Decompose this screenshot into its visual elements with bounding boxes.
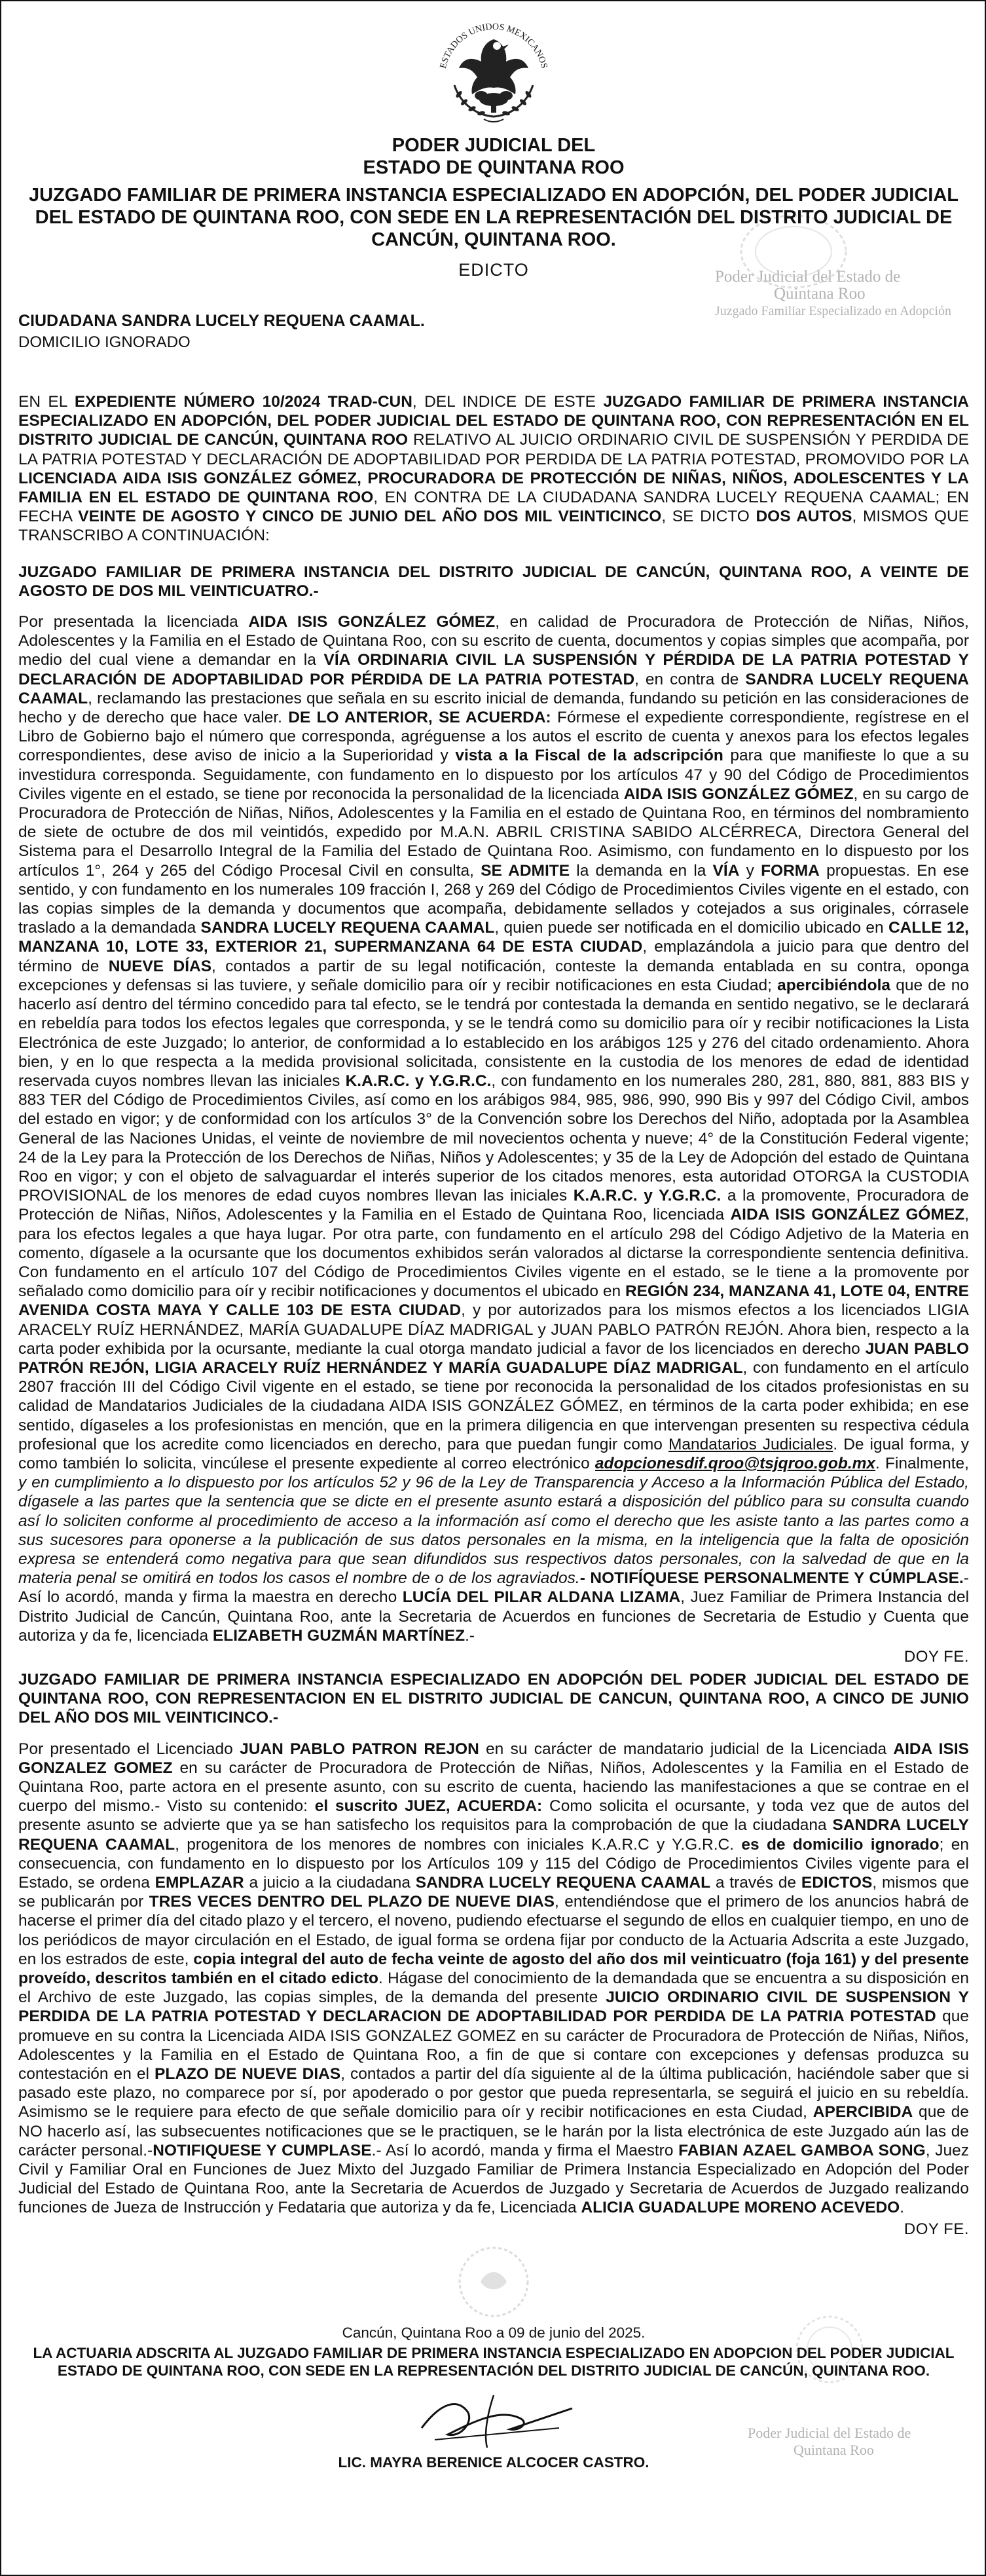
state-title: ESTADO DE QUINTANA ROO [363,157,625,178]
document-type: EDICTO [458,260,529,280]
stamp-line-3: Juzgado Familiar Especializado en Adopción [715,304,952,318]
stamp-bottom-line-1: Poder Judicial del Estado de [748,2425,911,2441]
signer-name: LIC. MAYRA BERENICE ALCOCER CASTRO. [338,2454,649,2471]
clerk-title: LA ACTUARIA ADSCRITA AL JUZGADO FAMILIAR DE PRIMERA INSTANCIA ESPECIALIZADO EN ADOPCION DEL PODER JUDICIAL ESTADO DE QUINTANA ROO, CON SEDE EN LA REPRESENTACIÓN DEL DISTRITO JUDICIAL DE CANCÚN, QUINTANA ROO. [33,2344,955,2379]
recipient-name: CIUDADANA SANDRA LUCELY REQUENA CAAMAL. [18,312,425,330]
stamp-line-1: Poder Judicial del Estado de [715,268,901,286]
auto-2-body: Por presentado el Licenciado JUAN PABLO PATRON REJON en su carácter de mandatario judicial de la Licenciada AIDA ISIS GONZALEZ GOMEZ en su carácter de Procuradora de Protección de Niñas, Niños, Adolescentes y la Familia en el Estado de Quintana Roo, parte actora en el presente asunto, con su escrito de cuenta, haciendo las manifestaciones a que se contrae en el cuerpo del mismo.- Visto su contenido: el suscrito JUEZ, ACUERDA: Como solicita el ocursante, y toda vez que de autos del presente asunto se advierte que ya se han satisfecho los requisitos para la comprobación de que la ciudadana SANDRA LUCELY REQUENA CAAMAL, progenitora de los menores de nombres con iniciales K.A.R.C y Y.G.R.C. es de domicilio ignorado; en consecuencia, con fundamento en lo dispuesto por los Artículos 109 y 115 del Código de Procedimientos Civiles vigente para el Estado, se ordena EMPLAZAR a juicio a la ciudadana SANDRA LUCELY REQUENA CAAMAL a través de EDICTOS, mismos que se publicarán por TRES VECES DENTRO DEL PLAZO DE NUEVE DIAS, entendiéndose que el primero de los anuncios habrá de hacerse el primer día del citado plazo y el tercero, el noveno, pudiendo efectuarse el segundo de ellos en cualquier tiempo, en uno de los periódicos de mayor circulación en el Estado, de igual forma se ordena fijar por conducto de la Actuaria Adscrita a este Juzgado, en los estrados de este, copia integral del auto de fecha veinte de agosto del año dos mil veinticuatro (foja 161) y del presente proveído, descritos también en el citado edicto. Hágase del conocimiento de la demandada que se encuentra a su disposición en el Archivo de este Juzgado, las copias simples, de la demanda del presente JUICIO ORDINARIO CIVIL DE SUSPENSION Y PERDIDA DE LA PATRIA POTESTAD Y DECLARACION DE ADOPTABILIDAD POR PERDIDA DE LA PATRIA POTESTAD que promueve en su contra la Licenciada AIDA ISIS GONZALEZ GOMEZ en su carácter de Procuradora de Protección de Niñas, Niños, Adolescentes y la Familia en el Estado de Quintana Roo, a fin de que si contare con excepciones y defensas produzca su contestación en el PLAZO DE NUEVE DIAS, contados a partir del día siguiente al de la última publicación, haciéndole saber que si pasado este plazo, no comparece por sí, por apoderado o por gestor que pueda representarla, se seguirá el juicio en su rebeldía. Asimismo se le requiere para efecto de que señale domicilio para oír y recibir notificaciones en esta Ciudad, APERCIBIDA que de NO hacerlo así, las subsecuentes notificaciones que se le practiquen, se le harán por la lista electrónica de este Juzgado aún las de carácter personal.-NOTIFIQUESE Y CUMPLASE.- Así lo acordó, manda y firma el Maestro FABIAN AZAEL GAMBOA SONG, Juez Civil y Familiar Oral en Funciones de Juez Mixto del Juzgado Familiar de Primera Instancia Especializado en Adopción del Poder Judicial del Estado de Quintana Roo, ante la Secretaria de Acuerdos de Juzgado y Secretaria de Acuerdos de Juzgado realizando funciones de Jueza de Instrucción y Fedataria que autoriza y da fe, Licenciada ALICIA GUADALUPE MORENO ACEVEDO. [18,1740,970,2217]
place-and-date: Cancún, Quintana Roo a 09 de junio del 2025. [342,2324,646,2341]
faded-seal-icon [435,2243,553,2321]
court-name: JUZGADO FAMILIAR DE PRIMERA INSTANCIA ESPECIALIZADO EN ADOPCIÓN, DEL PODER JUDICIAL DEL ESTADO DE QUINTANA ROO, CON SEDE EN LA REPRESENTACIÓN DEL DISTRITO JUDICIAL DE CANCÚN, QUINTANA ROO. [28,185,959,250]
stamp-bottom-line-2: Quintana Roo [794,2442,874,2458]
handwritten-signature-icon [395,2382,592,2454]
auto-2-doy-fe: DOY FE. [904,2220,969,2238]
auto-1-heading: JUZGADO FAMILIAR DE PRIMERA INSTANCIA DEL DISTRITO JUDICIAL DE CANCÚN, QUINTANA ROO, A VEINTE DE AGOSTO DE DOS MIL VEINTICUATRO.- [18,563,969,600]
stamp-line-2: Quintana Roo [774,285,866,303]
national-seal-icon [425,13,562,128]
judiciary-title: PODER JUDICIAL DEL [392,135,596,156]
seal-caption: ESTADOS UNIDOS MEXICANOS [438,22,549,70]
auto-1-doy-fe: DOY FE. [904,1648,969,1666]
document-body [18,13,969,2471]
auto-1-body: Por presentada la licenciada AIDA ISIS GONZÁLEZ GÓMEZ, en calidad de Procuradora de Protección de Niñas, Niños, Adolescentes y la Familia en el Estado de Quintana Roo, con su escrito de cuenta, documentos y copias simples que acompaña, por medio del cual viene a demandar en la VÍA ORDINARIA CIVIL LA SUSPENSIÓN Y PÉRDIDA DE LA PATRIA POTESTAD Y DECLARACIÓN DE ADOPTABILIDAD POR PÉRDIDA DE LA PATRIA POTESTAD, en contra de SANDRA LUCELY REQUENA CAAMAL, reclamando las prestaciones que señala en su escrito inicial de demanda, fundando su petición en las consideraciones de hecho y de derecho que hace valer. DE LO ANTERIOR, SE ACUERDA: Fórmese el expediente correspondiente, regístrese en el Libro de Gobierno bajo el número que corresponda, agréguense a los autos el escrito de cuenta y anexos para los efectos legales correspondientes, dese aviso de inicio a la Superioridad y vista a la Fiscal de la adscripción para que manifieste lo que a su investidura corresponda. Seguidamente, con fundamento en lo dispuesto por los artículos 47 y 90 del Código de Procedimientos Civiles vigente en el estado, se tiene por reconocida la personalidad de la licenciada AIDA ISIS GONZÁLEZ GÓMEZ, en su cargo de Procuradora de Protección de Niñas, Niños, Adolescentes y la Familia en el estado de Quintana Roo, en términos del nombramiento de siete de octubre de dos mil veintidós, expedido por M.A.N. ABRIL CRISTINA SABIDO ALCÉRRECA, Directora General del Sistema para el Desarrollo Integral de la Familia del Estado de Quintana Roo. Asimismo, con fundamento en lo dispuesto por los artículos 1°, 264 y 265 del Código Procesal Civil en consulta, SE ADMITE la demanda en la VÍA y FORMA propuestas. En ese sentido, y con fundamento en los numerales 109 fracción I, 268 y 269 del Código de Procedimientos Civiles vigente en el estado, con las copias simples de la demanda y documentos que acompaña, debidamente sellados y cotejados a sus originales, córrasele traslado a la demandada SANDRA LUCELY REQUENA CAAMAL, quien puede ser notificada en el domicilio ubicado en CALLE 12, MANZANA 10, LOTE 33, EXTERIOR 21, SUPERMANZANA 64 DE ESTA CIUDAD, emplazándola a juicio para que dentro del término de NUEVE DÍAS, contados a partir de su legal notificación, conteste la demanda entablada en su contra, oponga excepciones y defensas si las tuviere, y señale domicilio para oír y recibir notificaciones en esta Ciudad; apercibiéndola que de no hacerlo así dentro del término concedido para tal efecto, se le tendrá por contestada la demanda en sentido negativo, se le declarará en rebeldía para todos los efectos legales que corresponda, y se le tendrá como su domicilio para oír y recibir notificaciones la Lista Electrónica de este Juzgado; lo anterior, de conformidad a lo establecido en los arábigos 125 y 276 del citado ordenamiento. Ahora bien, y en lo que respecta a la medida provisional solicitada, consistente en la custodia de los menores de edad de identidad reservada cuyos nombres llevan las iniciales K.A.R.C. y Y.G.R.C., con fundamento en los numerales 280, 281, 880, 881, 883 BIS y 883 TER del Código de Procedimientos Civiles, así como en los arábigos 984, 985, 986, 990, 990 Bis y 997 del Código Civil, ambos del estado en vigor; y de conformidad con los artículos 3° de la Convención sobre los Derechos del Niño, adoptada por la Asamblea General de las Naciones Unidas, el veinte de noviembre de mil novecientos ochenta y nueve; 4° de la Constitución Federal vigente; 24 de la Ley para la Protección de los Derechos de Niñas, Niños y Adolescentes; y 35 de la Ley de Adopción del estado de Quintana Roo en vigor; y con el objeto de salvaguardar el interés superior de los citados menores, esta autoridad OTORGA la CUSTODIA PROVISIONAL de los menores de edad cuyos nombres llevan las iniciales K.A.R.C. y Y.G.R.C. a la promovente, Procuradora de Protección de Niñas, Niños, Adolescentes y la Familia en el Estado de Quintana Roo, licenciada AIDA ISIS GONZÁLEZ GÓMEZ, para los efectos legales a que haya lugar. Por otra parte, con fundamento en el artículo 298 del Código Adjetivo de la Materia en comento, dígasele a la ocursante que los documentos exhibidos serán valorados al dictarse la correspondiente sentencia definitiva. Con fundamento en el artículo 107 del Código de Procedimientos Civiles vigente en el estado, se le tiene a la promovente por señalado como domicilio para oír y recibir notificaciones y documentos el ubicado en REGIÓN 234, MANZANA 41, LOTE 04, ENTRE AVENIDA COSTA MAYA Y CALLE 103 DE ESTA CIUDAD, y por autorizados para los mismos efectos a los licenciados LIGIA ARACELY RUÍZ HERNÁNDEZ, MARÍA GUADALUPE DÍAZ MADRIGAL y JUAN PABLO PATRÓN REJÓN. Ahora bien, respecto a la carta poder exhibida por la ocursante, mediante la cual otorga mandato judicial a favor de los licenciados en derecho JUAN PABLO PATRÓN REJÓN, LIGIA ARACELY RUÍZ HERNÁNDEZ Y MARÍA GUADALUPE DÍAZ MADRIGAL, con fundamento en el artículo 2807 fracción III del Código Civil vigente en el estado, se tiene por reconocida la personalidad de los citados profesionistas en su calidad de Mandatarios Judiciales de la ciudadana AIDA ISIS GONZÁLEZ GÓMEZ, en términos de la carta poder exhibida; en ese sentido, dígaseles a los profesionistas en mención, que en la primera diligencia en que intervengan presenten su respectiva cédula profesional que los acredite como licenciados en derecho, para que puedan fungir como Mandatarios Judiciales. De igual forma, y como también lo solicita, vincúlese el presente expediente al correo electrónico adopcionesdif.qroo@tsjqroo.gob.mx. Finalmente, y en cumplimiento a lo dispuesto por los artículos 52 y 96 de la Ley de Transparencia y Acceso a la Información Pública del Estado, dígasele a las partes que la sentencia que se dicte en el presente asunto estará a disposición del público para su consulta cuando así lo soliciten conforme al procedimiento de acceso a la información así como el derecho que les asiste tanto a las partes como a sus sucesores para oponerse a la publicación de sus datos personales en la misma, en la inteligencia que la falta de oposición expresa se entenderá como negativa para que sean difundidos sus respectivos datos personales, con la salvedad de que en la materia penal se omitirá en todos los casos el nombre de o de los agraviados.- NOTIFÍQUESE PERSONALMENTE Y CÚMPLASE.- Así lo acordó, manda y firma la maestra en derecho LUCÍA DEL PILAR ALDANA LIZAMA, Juez Familiar de Primera Instancia del Distrito Judicial de Cancún, Quintana Roo, ante la Secretaria de Acuerdos en funciones de Secretaria de Estudio y Cuenta que autoriza y da fe, licenciada ELIZABETH GUZMÁN MARTÍNEZ.- [18,613,970,1645]
email-link[interactable]: adopcionesdif.qroo@tsjqroo.gob.mx [594,1454,876,1472]
auto-2-heading: JUZGADO FAMILIAR DE PRIMERA INSTANCIA ESPECIALIZADO EN ADOPCIÓN DEL PODER JUDICIAL DEL ESTADO DE QUINTANA ROO, CON REPRESENTACION EN EL DISTRITO JUDICIAL DE CANCUN, QUINTANA ROO, A CINCO DE JUNIO DEL AÑO DOS MIL VEINTICINCO.- [18,1671,969,1727]
recipient-address: DOMICILIO IGNORADO [18,333,191,351]
intro-paragraph: EN EL EXPEDIENTE NÚMERO 10/2024 TRAD-CUN, DEL INDICE DE ESTE JUZGADO FAMILIAR DE PRIMERA INSTANCIA ESPECIALIZADO EN ADOPCIÓN, DEL PODER JUDICIAL DEL ESTADO DE QUINTANA ROO, CON REPRESENTACIÓN EN EL DISTRITO JUDICIAL DE CANCÚN, QUINTANA ROO RELATIVO AL JUICIO ORDINARIO CIVIL DE SUSPENSIÓN Y PERDIDA DE LA PATRIA POTESTAD Y DECLARACIÓN DE ADOPTABILIDAD POR PERDIDA DE LA PATRIA POTESTAD, PROMOVIDO POR LA LICENCIADA AIDA ISIS GONZÁLEZ GÓMEZ, PROCURADORA DE PROTECCIÓN DE NIÑAS, NIÑOS, ADOLESCENTES Y LA FAMILIA EN EL ESTADO DE QUINTANA ROO, EN CONTRA DE LA CIUDADANA SANDRA LUCELY REQUENA CAAMAL; EN FECHA VEINTE DE AGOSTO Y CINCO DE JUNIO DEL AÑO DOS MIL VEINTICINCO, SE DICTO DOS AUTOS, MISMOS QUE TRANSCRIBO A CONTINUACIÓN: [18,393,969,545]
